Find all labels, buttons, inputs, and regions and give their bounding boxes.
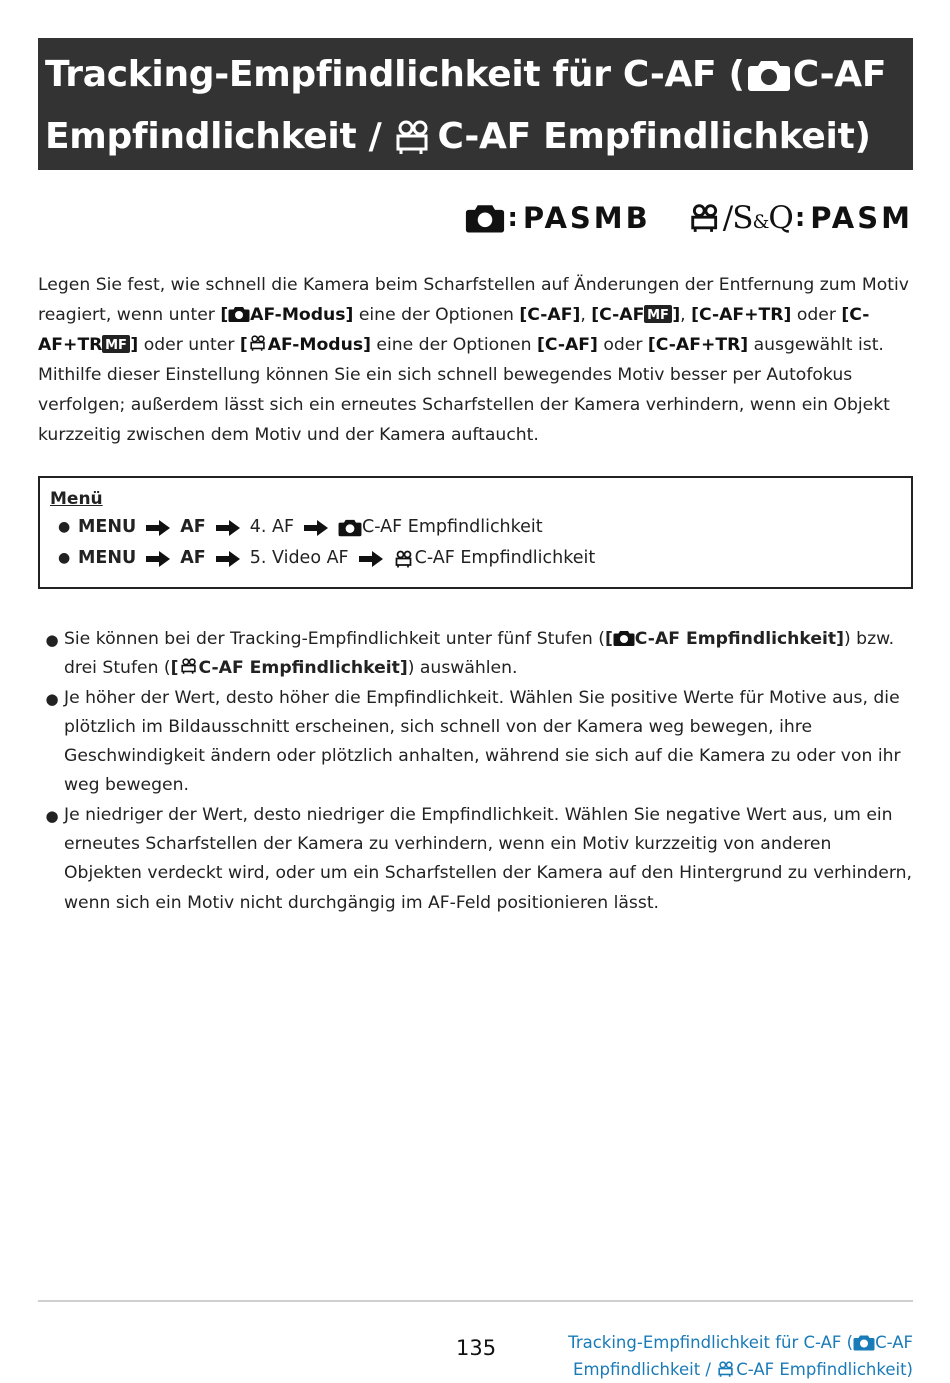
photo-modes <box>465 201 650 235</box>
footer-link-line-1[interactable]: Tracking-Empfindlichkeit für C-AF ( C-AF <box>568 1333 913 1352</box>
bullet-dot: ● <box>58 550 71 566</box>
mode-indicators <box>465 196 913 240</box>
note-text: Sie können bei der Tracking-Empfindlichkeit unter fünf Stufen ([ C-AF Empfindlichkeit]) bzw. drei Stufen ([ C-AF Empfindlichkeit]) auswählen. <box>64 629 895 679</box>
title-text-1b: C-AF <box>792 54 887 95</box>
camera-icon <box>338 518 362 537</box>
camera-icon <box>465 202 505 234</box>
movie-camera-icon <box>248 333 268 353</box>
page-title <box>38 38 913 170</box>
note-text: Je niedriger der Wert, desto niedriger die Empfindlichkeit. Wählen Sie negative Wert aus, um ein erneutes Scharfstellen der Kamera zu verhindern, wenn ein Motiv kurzzeitig von anderen Objekten verdeckt wird, oder um ein Scharfstellen der Kamera auf den Hintergrund zu verhindern, wenn sich ein Motiv nicht durchgängig im AF-Feld positionieren lässt. <box>64 804 912 913</box>
footer-link-line-2[interactable]: Empfindlichkeit / C-AF Empfindlichkeit) <box>573 1360 913 1379</box>
menu-heading: Menü <box>50 489 103 509</box>
mf-badge-icon <box>102 335 130 353</box>
right-arrow-icon <box>146 520 170 536</box>
submenu-label: 4. AF <box>249 517 295 537</box>
video-mode-letters: PASM <box>810 201 913 235</box>
camera-icon <box>747 58 791 92</box>
svg-text:MF: MF <box>647 308 670 323</box>
list-item <box>38 801 913 918</box>
notes-list <box>38 625 913 918</box>
movie-camera-icon <box>687 201 723 235</box>
movie-camera-icon <box>391 119 435 155</box>
camera-icon <box>853 1334 875 1351</box>
svg-text:MF: MF <box>105 338 128 353</box>
movie-camera-icon <box>179 656 199 676</box>
menu-path-row <box>50 543 901 574</box>
title-line-2 <box>45 106 913 168</box>
menu-label: MENU <box>78 548 137 568</box>
title-text-1a: Tracking-Empfindlichkeit für C-AF ( <box>45 54 745 95</box>
footer-section-link[interactable] <box>568 1329 913 1383</box>
bullet-dot: ● <box>45 631 59 649</box>
menu-path-box <box>38 476 913 589</box>
right-arrow-icon <box>216 520 240 536</box>
menu-item-label: C-AF Empfindlichkeit <box>362 517 543 537</box>
menu-path-row <box>50 512 901 543</box>
photo-mode-letters: PASMB <box>522 201 651 235</box>
mf-badge-icon <box>644 305 672 323</box>
intro-paragraph: Legen Sie fest, wie schnell die Kamera beim Scharfstellen auf Änderungen der Entfernung zum Motiv reagiert, wenn unter [ AF-Modus] eine der Optionen [C-AF], [C-AF MF ], [C-AF+TR] oder [C-AF+TR MF ] oder unter [ AF-Modus] eine der Optionen [C-AF] oder [C-AF+TR] ausgewählt ist. Mithilfe dieser Einstellung können Sie ein sich schnell bewegendes Motiv besser per Autofokus verfolgen; außerdem lässt sich ein erneutes Scharfstellen der Kamera verhindern, wenn ein Objekt kurzzeitig zwischen dem Motiv und der Kamera auftaucht. <box>38 275 909 445</box>
submenu-label: 5. Video AF <box>249 548 349 568</box>
mode-colon: : <box>794 203 806 233</box>
list-item <box>38 625 913 684</box>
af-label: AF <box>180 548 206 568</box>
movie-camera-icon <box>716 1360 736 1378</box>
movie-camera-icon <box>393 549 415 569</box>
menu-item-label: C-AF Empfindlichkeit <box>414 548 596 568</box>
page-number: 135 <box>456 1336 497 1360</box>
right-arrow-icon <box>146 551 170 567</box>
af-label: AF <box>180 517 206 537</box>
mode-colon: : <box>507 203 518 233</box>
right-arrow-icon <box>216 551 240 567</box>
camera-icon <box>228 305 250 323</box>
right-arrow-icon <box>304 520 328 536</box>
note-text: Je höher der Wert, desto höher die Empfindlichkeit. Wählen Sie positive Werte für Motive aus, die plötzlich im Bildausschnitt erscheinen, sich schnell von der Kamera weg bewegen, ihre Geschwindigkeit ändern oder plötzlich anhalten, während sie sich auf die Kamera zu oder von ihr weg bewegen. <box>64 687 901 796</box>
right-arrow-icon <box>359 551 383 567</box>
bullet-dot: ● <box>45 689 59 708</box>
list-item <box>38 684 913 801</box>
footer-divider <box>38 1300 913 1302</box>
sq-mode-label: S&Q <box>732 200 793 236</box>
title-text-2a: Empfindlichkeit / <box>45 116 382 157</box>
video-modes <box>687 200 913 236</box>
title-text-2b: C-AF Empfindlichkeit) <box>437 116 871 157</box>
bullet-dot: ● <box>58 519 71 535</box>
title-line-1 <box>45 44 913 106</box>
camera-icon <box>613 629 635 647</box>
bullet-dot: ● <box>45 806 59 825</box>
menu-label: MENU <box>78 517 137 537</box>
slash-separator: / <box>722 200 733 236</box>
